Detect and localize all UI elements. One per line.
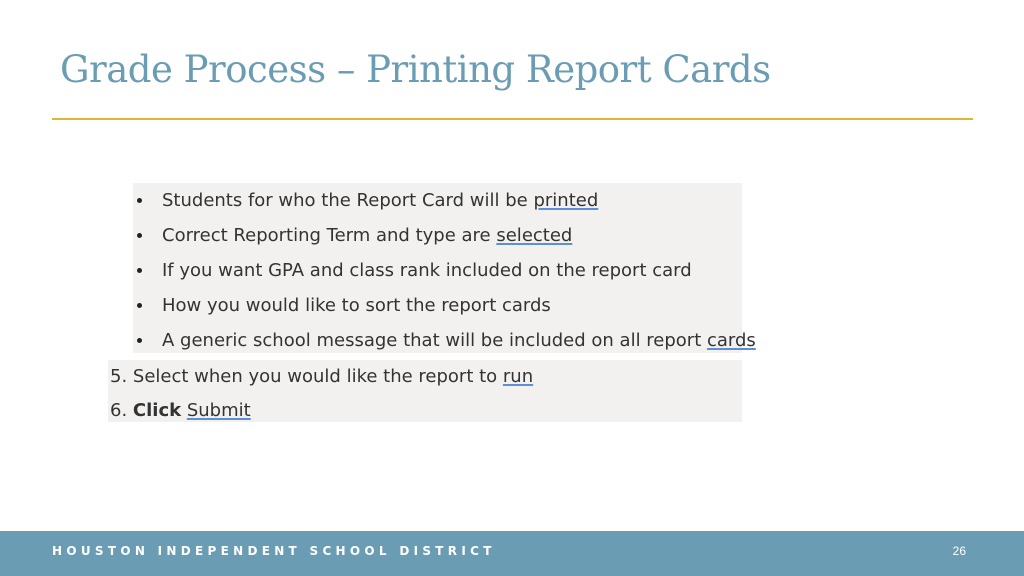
step-6-click-label: Click (132, 400, 182, 421)
bullet-item-students (133, 183, 742, 218)
footer-bar (0, 531, 1024, 576)
slide-title: Grade Process – Printing Report Cards (60, 48, 771, 91)
bullet-icon (137, 338, 142, 343)
bullet-icon (137, 268, 142, 273)
district-name: HOUSTON INDEPENDENT SCHOOL DISTRICT (52, 544, 496, 558)
bullet-item-reporting-term (133, 218, 742, 253)
step-5-text: 5. Select when you would like the report to (110, 366, 503, 387)
bullet-text: How you would like to sort the report cards (162, 295, 551, 316)
steps-screenshot-panel (108, 360, 742, 422)
title-divider (52, 118, 973, 120)
bullet-item-school-message (133, 323, 756, 358)
submit-link[interactable]: Submit (186, 400, 251, 421)
page-number: 26 (952, 544, 966, 558)
printed-link[interactable]: printed (533, 190, 599, 211)
step-6-prefix: 6. (110, 400, 133, 421)
bullet-list (133, 183, 756, 358)
step-6 (108, 394, 742, 428)
bullet-icon (137, 233, 142, 238)
bullet-text: Students for who the Report Card will be (162, 190, 534, 211)
cards-link[interactable]: cards (706, 330, 756, 351)
run-link[interactable]: run (502, 366, 534, 387)
bullet-text: If you want GPA and class rank included on the report card (162, 260, 692, 281)
bullet-icon (137, 198, 142, 203)
bullet-item-sort (133, 288, 742, 323)
bullet-text: A generic school message that will be included on all report (162, 330, 707, 351)
selected-link[interactable]: selected (496, 225, 573, 246)
bullet-text: Correct Reporting Term and type are (162, 225, 497, 246)
step-5 (108, 360, 742, 394)
bullet-item-gpa-rank (133, 253, 742, 288)
bullet-icon (137, 303, 142, 308)
bullets-screenshot-panel (133, 183, 756, 353)
